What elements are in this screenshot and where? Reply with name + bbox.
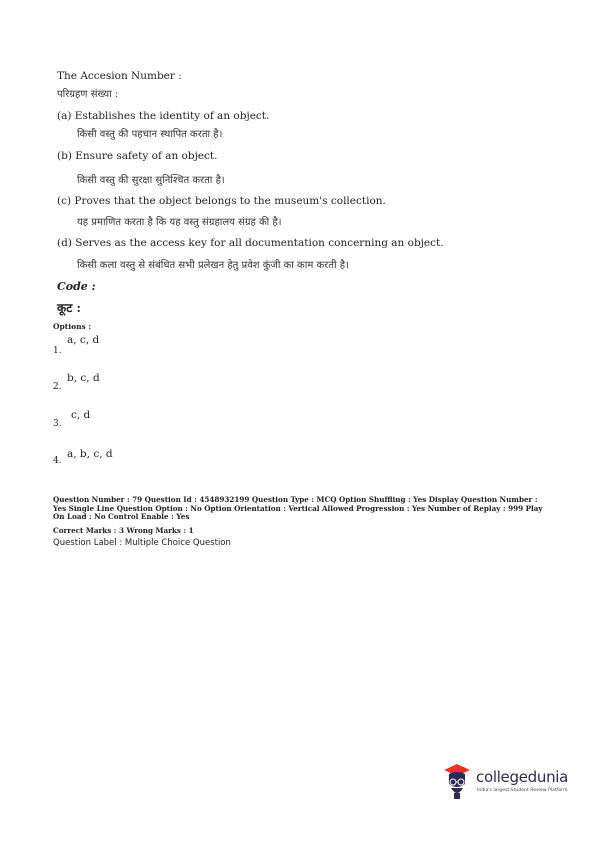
option-number: 3. <box>53 419 62 429</box>
logo-wordmark: collegedunia <box>476 768 569 786</box>
statement-d-en: (d) Serves as the access key for all documentation concerning an object. <box>57 237 444 249</box>
options-label: Options : <box>53 322 92 331</box>
statement-a-hi: किसी वस्तु की पहचान स्थापित करता है। <box>77 129 223 140</box>
graduate-mascot-icon <box>440 760 474 802</box>
option-number: 4. <box>53 456 62 466</box>
question-heading-en: The Accesion Number : <box>57 70 182 82</box>
statement-c-en: (c) Proves that the object belongs to the museum's collection. <box>57 195 386 207</box>
question-label: Question Label : Multiple Choice Question <box>53 538 231 548</box>
marks-info: Correct Marks : 3 Wrong Marks : 1 <box>53 526 194 535</box>
statement-a-en: (a) Establishes the identity of an object. <box>57 110 270 122</box>
code-label-en: Code : <box>57 280 96 293</box>
statement-b-en: (b) Ensure safety of an object. <box>57 150 218 162</box>
statement-b-hi: किसी वस्तु की सुरक्षा सुनिश्चित करता है। <box>77 175 225 186</box>
option-text[interactable]: a, c, d <box>67 334 100 346</box>
question-heading-hi: परिग्रहण संख्या : <box>57 89 119 100</box>
statement-c-hi: यह प्रमाणित करता है कि यह वस्तु संग्रहालय संग्रह की है। <box>77 217 282 228</box>
option-text[interactable]: a, b, c, d <box>67 448 113 460</box>
code-label-hi: कूट : <box>57 301 81 315</box>
option-number: 2. <box>53 382 62 392</box>
logo-tagline: India's largest Student Review Platform <box>477 788 568 793</box>
collegedunia-logo <box>440 760 580 804</box>
option-text[interactable]: c, d <box>71 409 91 421</box>
option-number: 1. <box>53 346 62 356</box>
option-text[interactable]: b, c, d <box>67 372 100 384</box>
statement-d-hi: किसी कला वस्तु से संबंधित सभी प्रलेखन हेतु प्रवेश कुंजी का काम करती है। <box>77 260 349 271</box>
question-metadata: Question Number : 79 Question Id : 4548932199 Question Type : MCQ Option Shuffling : Yes Display Question Number : Yes Single Line Question Option : No Option Orientation : Vertical Allowed Progression : Yes Number of Replay : 999 Play On Load : No Control Enable : Yes <box>53 495 543 521</box>
